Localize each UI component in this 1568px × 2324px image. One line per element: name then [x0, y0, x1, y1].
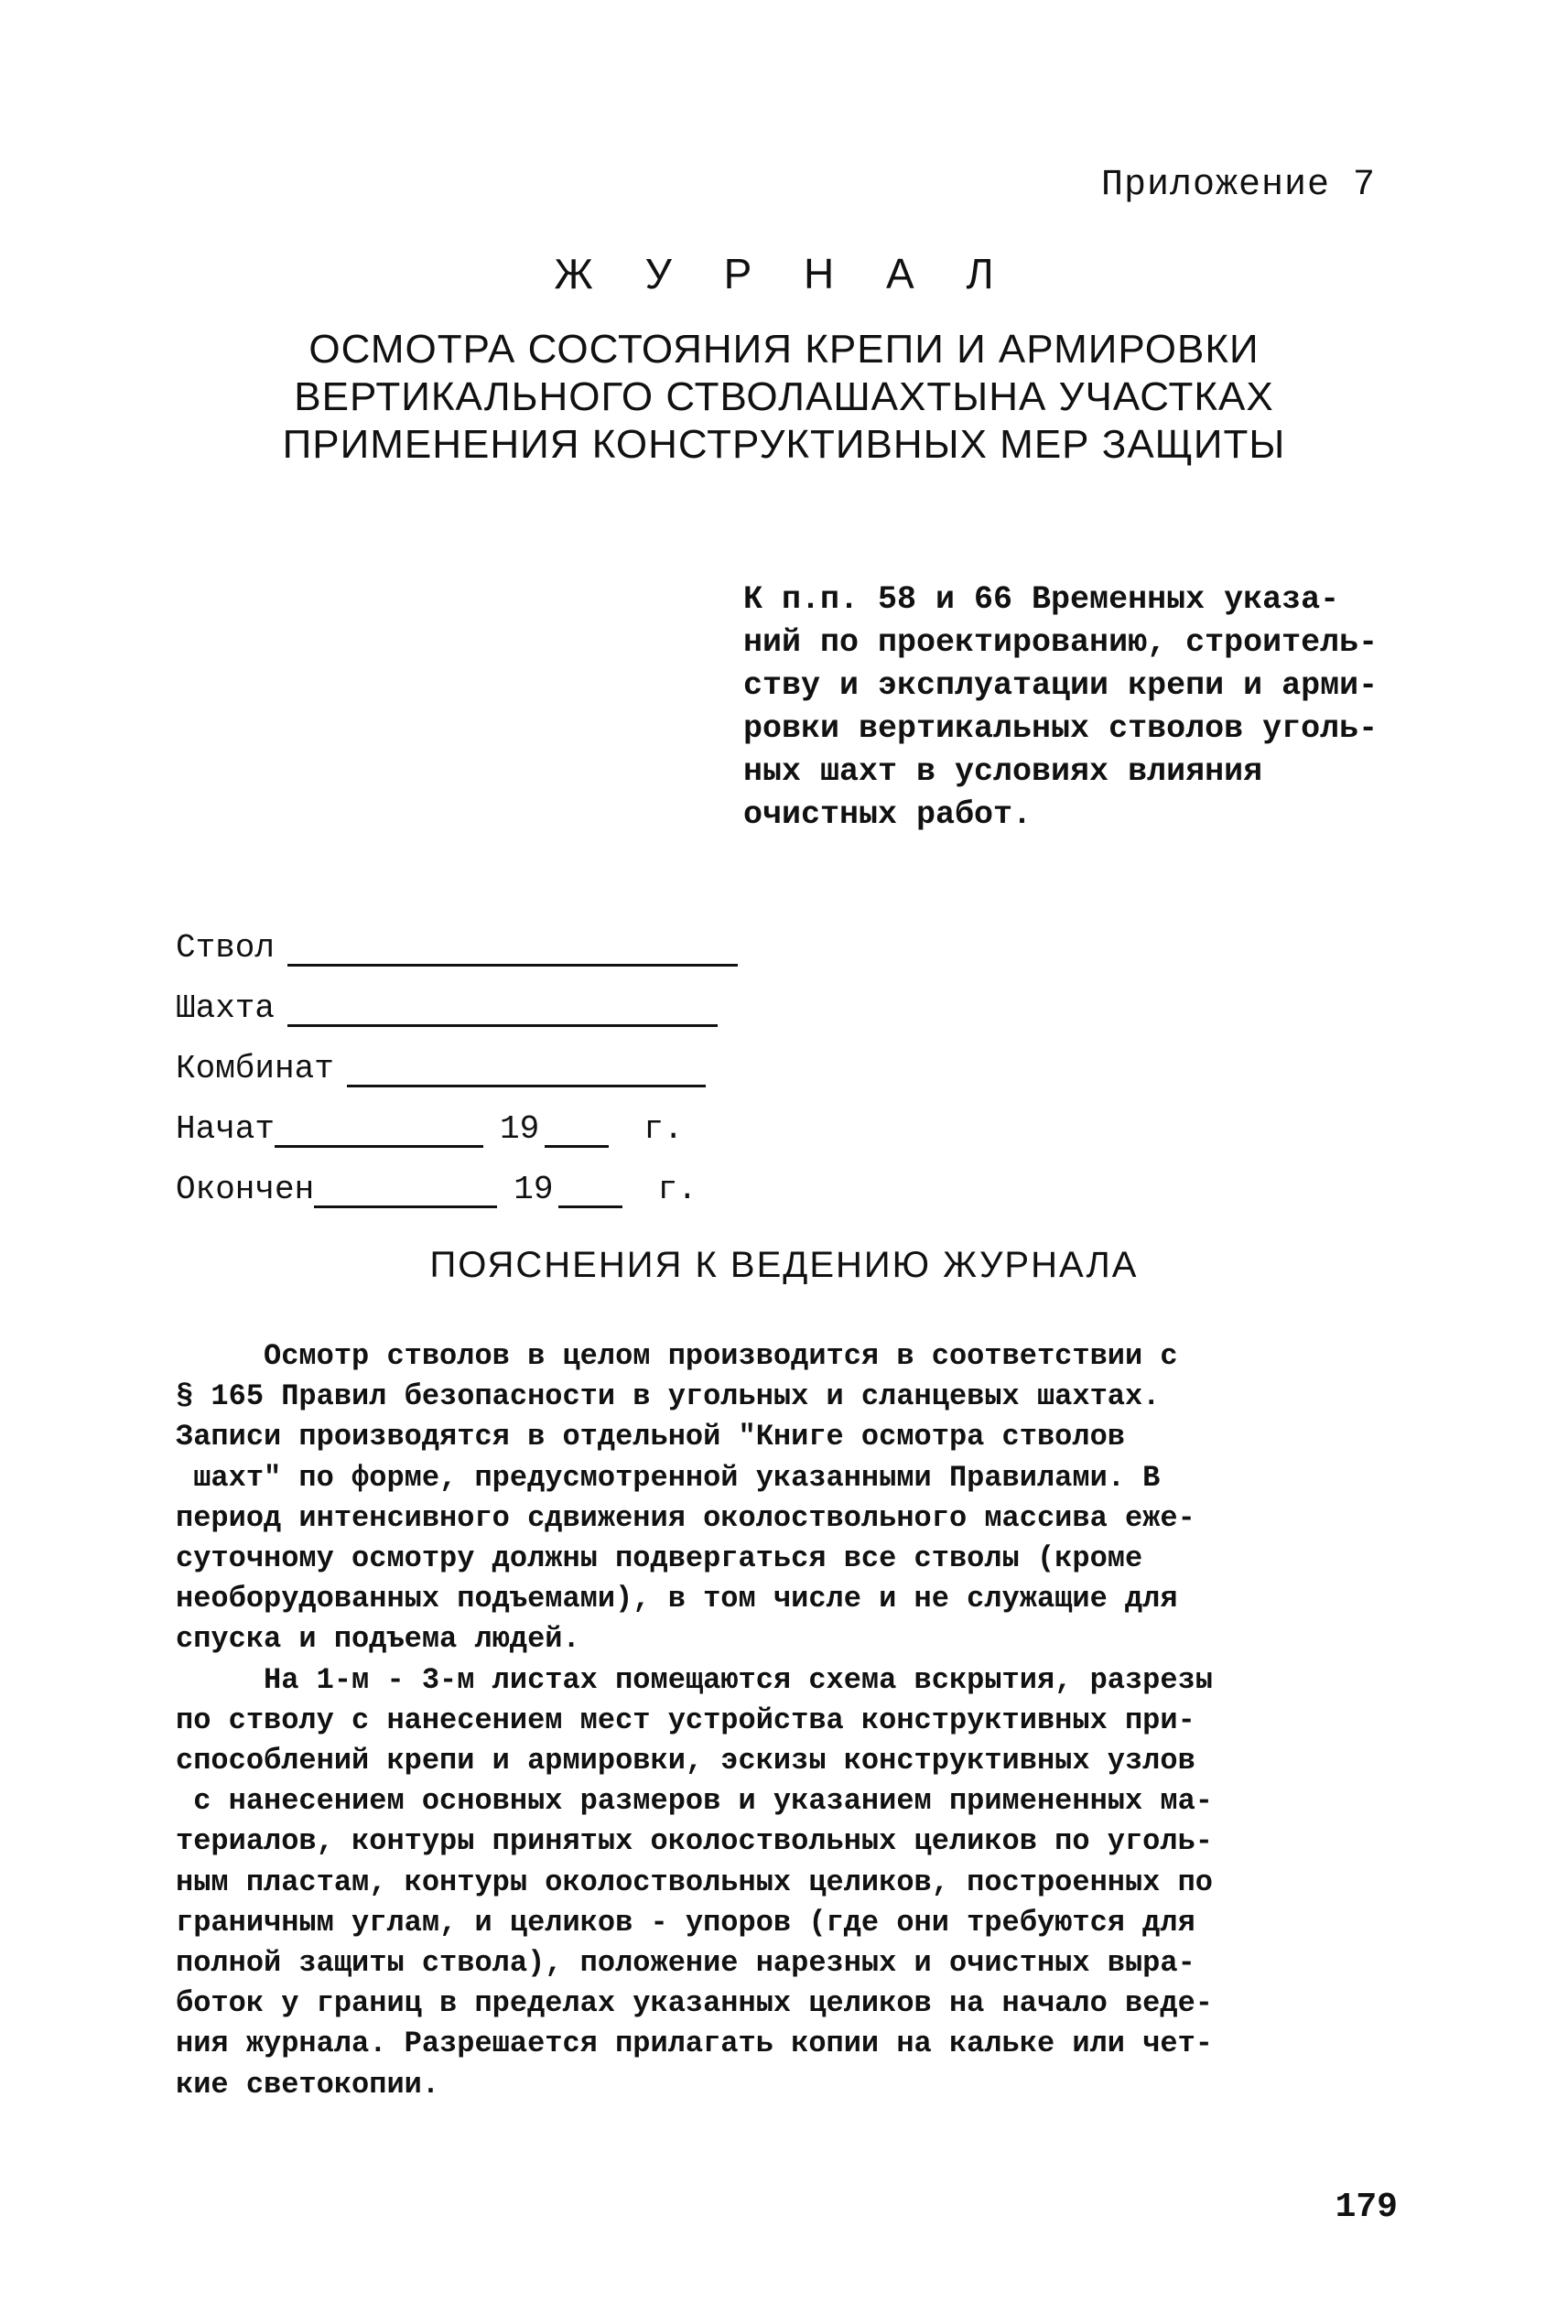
reference-line: ровки вертикальных стволов уголь-	[743, 710, 1379, 747]
reference-note	[743, 578, 1439, 837]
reference-line: ний по проектированию, строитель-	[743, 624, 1379, 661]
reference-line: К п.п. 58 и 66 Временных указа-	[743, 581, 1340, 618]
body-line: способлений крепи и армировки, эскизы конструктивных узлов	[176, 1744, 1195, 1778]
field-shakhta-label: Шахта	[176, 989, 276, 1027]
journal-title: Ж У Р Н А Л	[554, 250, 1014, 297]
body-line: § 165 Правил безопасности в угольных и сланцевых шахтах.	[176, 1379, 1161, 1414]
field-okonchen-label: Окончен	[176, 1171, 315, 1208]
body-text	[176, 1336, 1421, 2105]
field-okonchen-blank	[314, 1178, 497, 1208]
reference-line: ных шахт в условиях влияния	[743, 753, 1263, 790]
year-blank	[545, 1118, 609, 1148]
journal-subtitle	[0, 326, 1568, 469]
body-line: Осмотр стволов в целом производится в соответствии с	[176, 1339, 1178, 1373]
page-number: 179	[1335, 2188, 1398, 2227]
year-suffix: г.	[643, 1110, 684, 1148]
year-prefix: 19	[514, 1171, 554, 1208]
body-line: спуска и подъема людей.	[176, 1622, 580, 1657]
body-line: Записи производятся в отдельной "Книге осмотра стволов	[176, 1420, 1125, 1454]
appendix-label: Приложение 7	[1100, 165, 1376, 206]
body-line: граничным углам, и целиков - упоров (где они требуются для	[176, 1905, 1195, 1940]
body-line: кие светокопии.	[176, 2067, 440, 2102]
body-line: боток у границ в пределах указанных целиков на начало веде-	[176, 1986, 1213, 2021]
year-suffix: г.	[657, 1171, 697, 1208]
section-title: ПОЯСНЕНИЯ К ВЕДЕНИЮ ЖУРНАЛА	[429, 1245, 1139, 1285]
body-line: ным пластам, контуры околоствольных целиков, построенных по	[176, 1865, 1213, 1899]
body-line: суточному осмотру должны подвергаться все стволы (кроме	[176, 1541, 1143, 1576]
body-line: шахт" по форме, предусмотренной указанными Правилами. В	[176, 1460, 1161, 1495]
field-shakhta-blank	[287, 997, 718, 1027]
field-kombinat-blank	[347, 1057, 706, 1087]
journal-fields	[176, 906, 816, 1208]
body-line: необорудованных подъемами), в том числе и не служащие для	[176, 1582, 1178, 1616]
field-nachat-blank	[275, 1118, 483, 1148]
year-blank	[558, 1178, 622, 1208]
body-line: период интенсивного сдвижения околоствольного массива еже-	[176, 1500, 1195, 1535]
field-nachat-label: Начат	[176, 1110, 276, 1148]
field-stvol-blank	[287, 936, 738, 967]
field-kombinat	[176, 1027, 816, 1087]
field-nachat	[176, 1087, 816, 1148]
body-line: полной защиты ствола), положение нарезных и очистных выра-	[176, 1946, 1195, 1981]
field-kombinat-label: Комбинат	[176, 1050, 334, 1087]
field-shakhta	[176, 967, 816, 1027]
field-stvol-label: Ствол	[176, 929, 276, 967]
body-line: ния журнала. Разрешается прилагать копии на кальке или чет-	[176, 2027, 1213, 2061]
body-line: по стволу с нанесением мест устройства конструктивных при-	[176, 1702, 1195, 1737]
field-okonchen	[176, 1148, 816, 1208]
subtitle-line: ВЕРТИКАЛЬНОГО СТВОЛАШАХТЫНА УЧАСТКАХ	[294, 374, 1274, 419]
body-line: териалов, контуры принятых околоствольных целиков по уголь-	[176, 1824, 1213, 1859]
year-prefix: 19	[500, 1110, 540, 1148]
subtitle-line: ПРИМЕНЕНИЯ КОНСТРУКТИВНЫХ МЕР ЗАЩИТЫ	[282, 422, 1286, 467]
subtitle-line: ОСМОТРА СОСТОЯНИЯ КРЕПИ И АРМИРОВКИ	[308, 327, 1260, 372]
field-stvol	[176, 906, 816, 967]
reference-line: ству и эксплуатации крепи и арми-	[743, 667, 1379, 704]
reference-line: очистных работ.	[743, 796, 1033, 833]
body-line: с нанесением основных размеров и указанием примененных ма-	[176, 1784, 1213, 1819]
body-line: На 1-м - 3-м листах помещаются схема вскрытия, разрезы	[176, 1662, 1213, 1697]
